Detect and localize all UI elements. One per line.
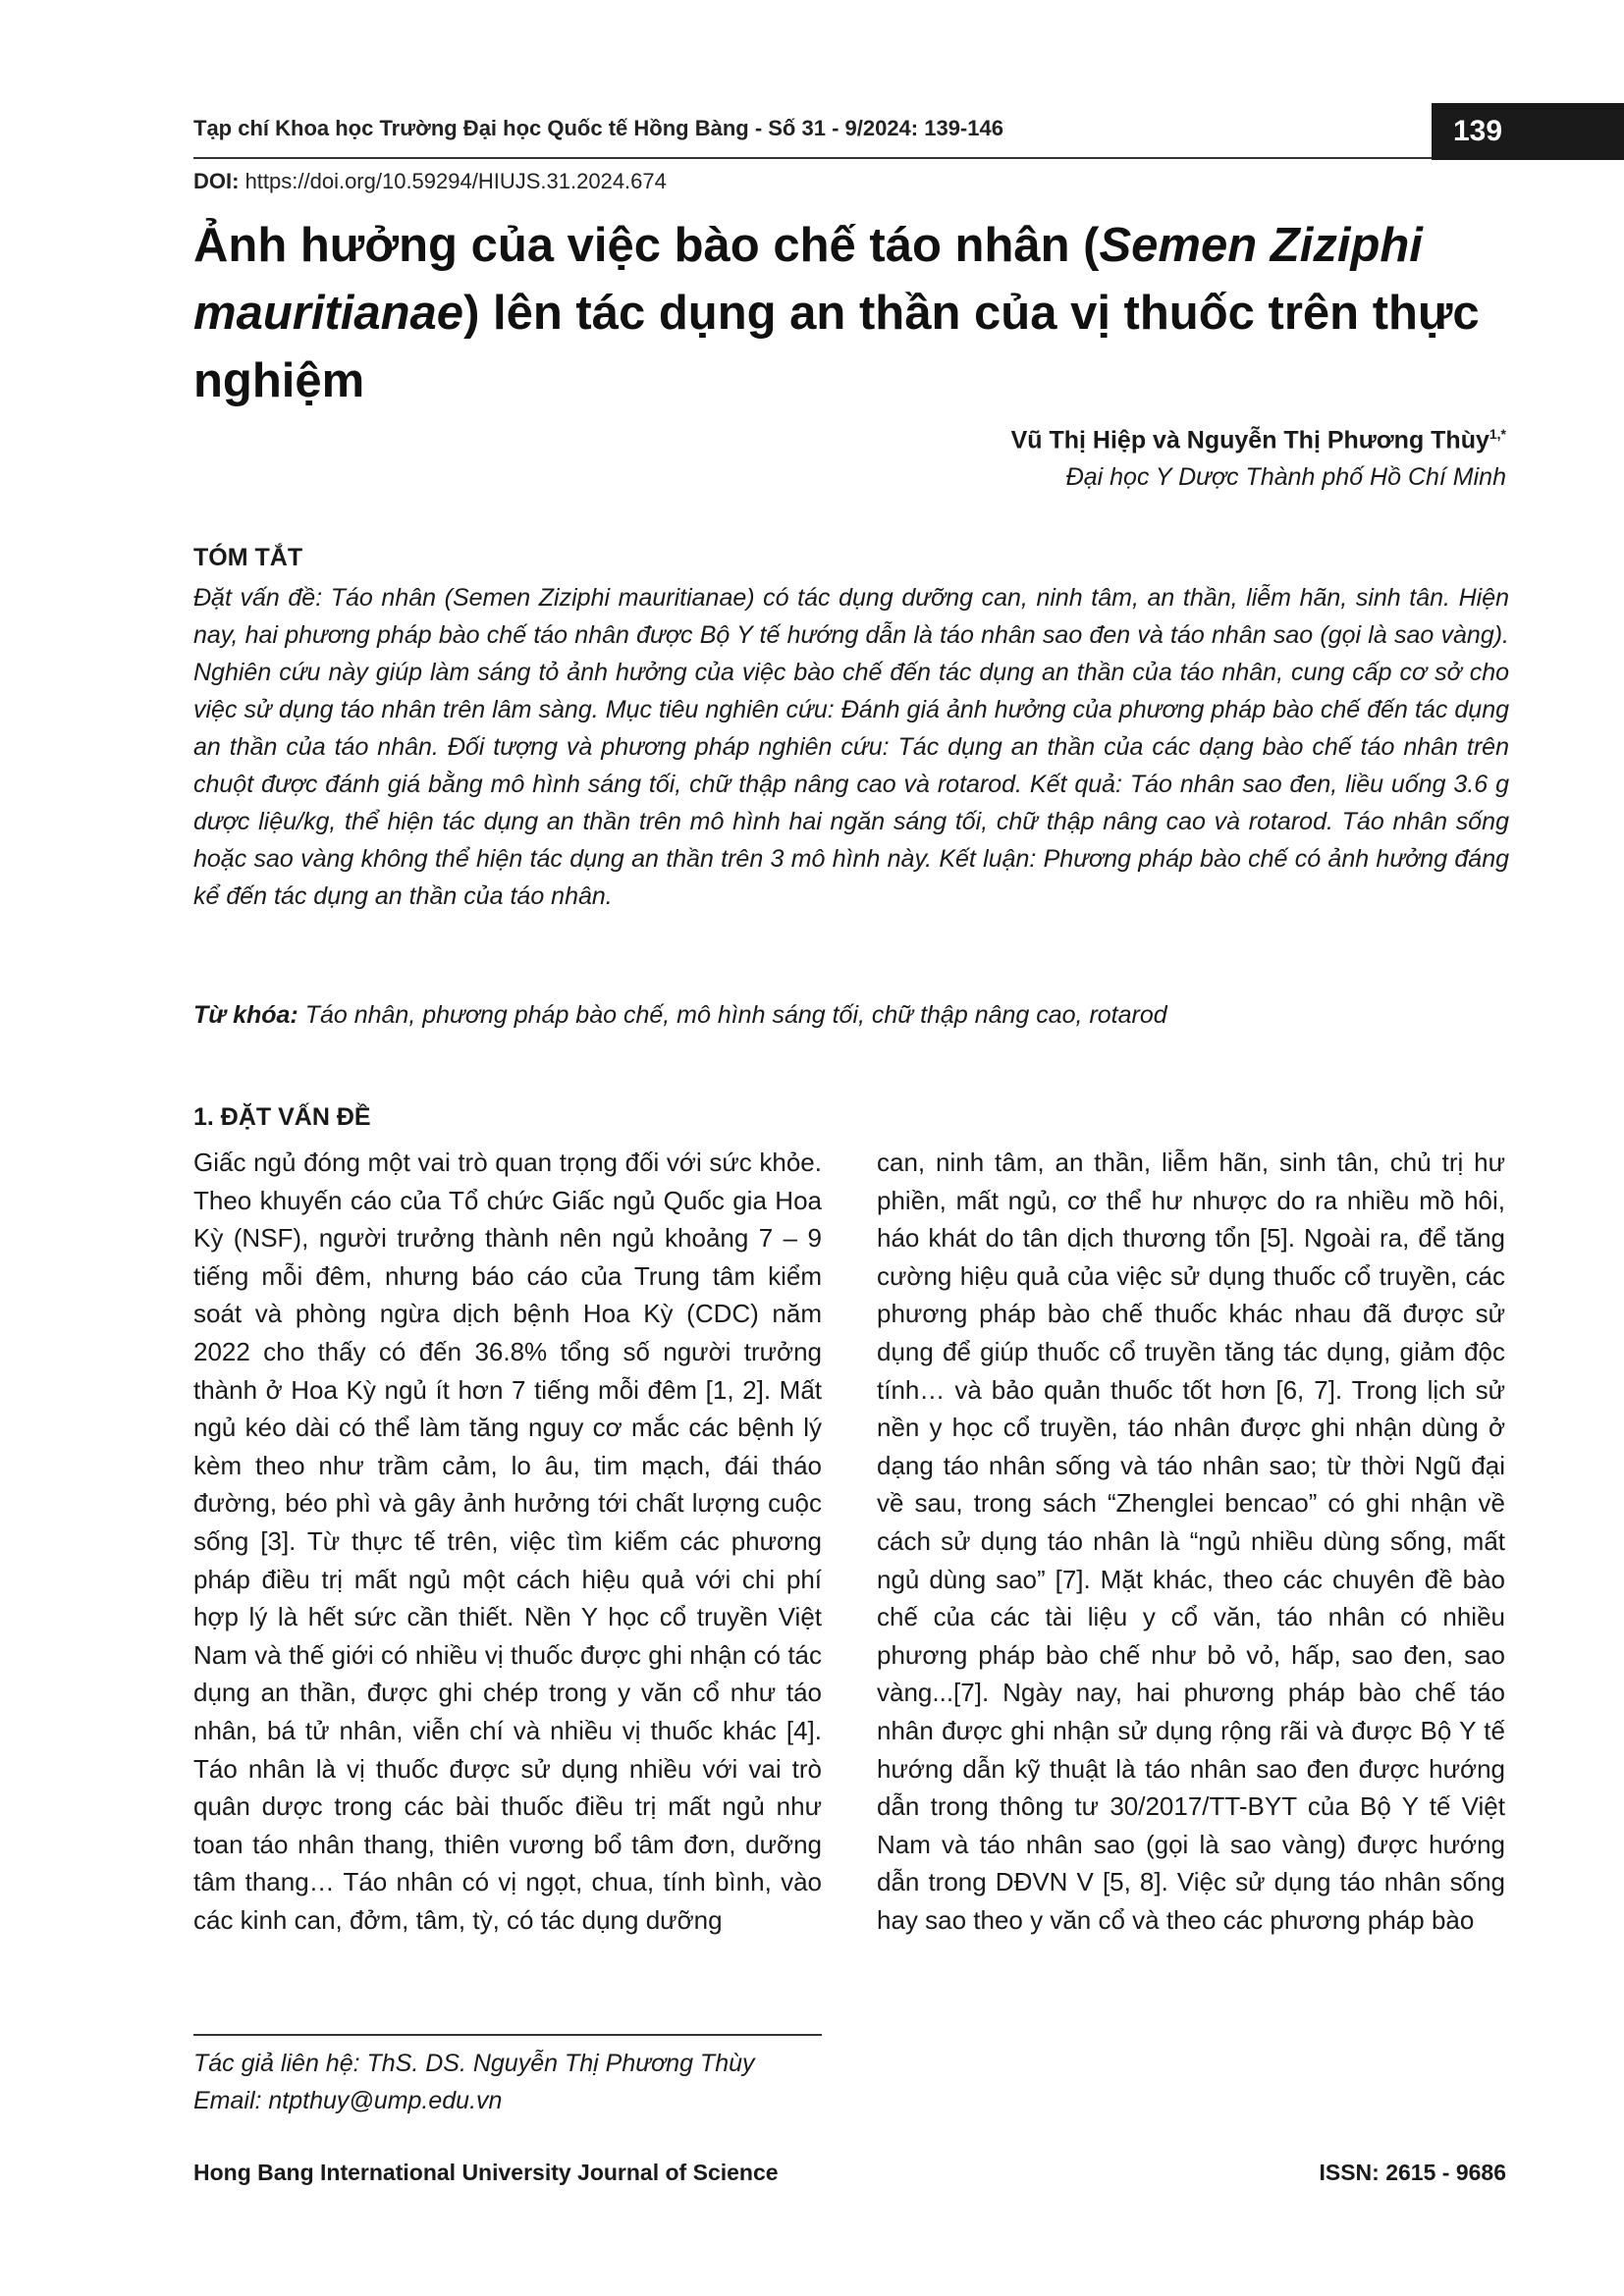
abstract-text: Đặt vấn đề: Táo nhân (Semen Ziziphi mauritianae) có tác dụng dưỡng can, ninh tâm, an thần, liễm hãn, sinh tân. Hiện nay, hai phương pháp bào chế táo nhân được Bộ Y tế hướng dẫn là táo nhân sao đen và táo nhân sao (gọi là sao vàng). Nghiên cứu này giúp làm sáng tỏ ảnh hưởng của việc bào chế đến tác dụng an thần của táo nhân, cung cấp cơ sở cho việc sử dụng táo nhân trên lâm sàng. Mục tiêu nghiên cứu: Đánh giá ảnh hưởng của phương pháp bào chế đến tác dụng an thần của táo nhân. Đối tượng và phương pháp nghiên cứu: Tác dụng an thần của các dạng bào chế táo nhân trên chuột được đánh giá bằng mô hình sáng tối, chữ thập nâng cao và rotarod. Kết quả: Táo nhân sao đen, liều uống 3.6 g dược liệu/kg, thể hiện tác dụng an thần trên mô hình hai ngăn sáng tối, chữ thập nâng cao và rotarod. Táo nhân sống hoặc sao vàng không thể hiện tác dụng an thần trên 3 mô hình này. Kết luận: Phương pháp bào chế có ảnh hưởng đáng kể đến tác dụng an thần của táo nhân.	[193, 584, 1509, 910]
doi-label: DOI:	[193, 169, 240, 193]
footer-issn: ISSN: 2615 - 9686	[1319, 2160, 1506, 2185]
footer-journal: Hong Bang International University Journal of Science	[193, 2160, 779, 2185]
title-part1: Ảnh hưởng của việc bào chế táo nhân (	[193, 219, 1100, 272]
doi-link[interactable]: https://doi.org/10.59294/HIUJS.31.2024.674	[239, 169, 667, 193]
affiliation: Đại học Y Dược Thành phố Hồ Chí Minh	[1065, 463, 1506, 491]
abstract-heading: TÓM TẮT	[193, 544, 303, 571]
title-latin-name: Semen Ziziphi mauritianae	[193, 219, 1423, 340]
header-divider	[193, 157, 1432, 159]
body-column-left: Giấc ngủ đóng một vai trò quan trọng đối với sức khỏe. Theo khuyến cáo của Tổ chức Giấc ngủ Quốc gia Hoa Kỳ (NSF), người trưởng thành nên ngủ khoảng 7 – 9 tiếng mỗi đêm, nhưng báo cáo của Trung tâm kiểm soát và phòng ngừa dịch bệnh Hoa Kỳ (CDC) năm 2022 cho thấy có đến 36.8% tổng số người trưởng thành ở Hoa Kỳ ngủ ít hơn 7 tiếng mỗi đêm [1, 2]. Mất ngủ kéo dài có thể làm tăng nguy cơ mắc các bệnh lý kèm theo như trầm cảm, lo âu, tim mạch, đái tháo đường, béo phì và gây ảnh hưởng tới chất lượng cuộc sống [3]. Từ thực tế trên, việc tìm kiếm các phương pháp điều trị mất ngủ một cách hiệu quả với chi phí hợp lý là hết sức cần thiết. Nền Y học cổ truyền Việt Nam và thế giới có nhiều vị thuốc được ghi nhận có tác dụng an thần, được ghi chép trong y văn cổ như táo nhân, bá tử nhân, viễn chí và nhiều vị thuốc khác [4]. Táo nhân là vị thuốc được sử dụng nhiều với vai trò quân dược trong các bài thuốc điều trị mất ngủ như toan táo nhân thang, thiên vương bổ tâm đơn, dưỡng tâm thang… Táo nhân có vị ngọt, chua, tính bình, vào các kinh can, đởm, tâm, tỳ, có tác dụng dưỡng	[193, 1148, 822, 1935]
footnote-contact: Tác giả liên hệ: ThS. DS. Nguyễn Thị Phương Thùy	[193, 2050, 755, 2077]
keywords	[193, 1001, 1509, 1030]
keywords-label: Từ khóa:	[193, 1001, 298, 1029]
doi-line	[193, 169, 667, 194]
article-title	[193, 212, 1509, 415]
page-number: 139	[1432, 103, 1624, 160]
title-part2: ) lên tác dụng an thần của vị thuốc trên thực nghiệm	[193, 287, 1480, 407]
keywords-list: Táo nhân, phương pháp bào chế, mô hình sáng tối, chữ thập nâng cao, rotarod	[298, 1001, 1167, 1029]
author-superscript: 1,*	[1489, 426, 1506, 442]
section-heading: 1. ĐẶT VẤN ĐỀ	[193, 1103, 371, 1131]
body-column-right: can, ninh tâm, an thần, liễm hãn, sinh tân, chủ trị hư phiền, mất ngủ, cơ thể hư nhược do ra nhiều mồ hôi, háo khát do tân dịch thương tổn [5]. Ngoài ra, để tăng cường hiệu quả của việc sử dụng thuốc cổ truyền, các phương pháp bào chế thuốc khác nhau đã được sử dụng để giúp thuốc cổ truyền tăng tác dụng, giảm độc tính… và bảo quản thuốc tốt hơn [6, 7]. Trong lịch sử nền y học cổ truyền, táo nhân được ghi nhận dùng ở dạng táo nhân sống và táo nhân sao; từ thời Ngũ đại về sau, trong sách “Zhenglei bencao” có ghi nhận về cách sử dụng táo nhân là “ngủ nhiều dùng sống, mất ngủ dùng sao” [7]. Mặt khác, theo các chuyên đề bào chế của các tài liệu y cổ văn, táo nhân có nhiều phương pháp bào chế như bỏ vỏ, hấp, sao đen, sao vàng...[7]. Ngày nay, hai phương pháp bào chế táo nhân được ghi nhận sử dụng rộng rãi và được Bộ Y tế hướng dẫn kỹ thuật là táo nhân sao đen được hướng dẫn trong thông tư 30/2017/TT-BYT của Bộ Y tế Việt Nam và táo nhân sao (gọi là sao vàng) được hướng dẫn trong DĐVN V [5, 8]. Việc sử dụng táo nhân sống hay sao theo y văn cổ và theo các phương pháp bào	[877, 1148, 1505, 1935]
footnote-divider	[193, 2034, 822, 2036]
author-names: Vũ Thị Hiệp và Nguyễn Thị Phương Thùy	[1010, 426, 1489, 454]
journal-header: Tạp chí Khoa học Trường Đại học Quốc tế Hồng Bàng - Số 31 - 9/2024: 139-146	[193, 116, 1003, 140]
authors	[1011, 426, 1506, 454]
footnote-email[interactable]: Email: ntpthuy@ump.edu.vn	[193, 2087, 503, 2114]
